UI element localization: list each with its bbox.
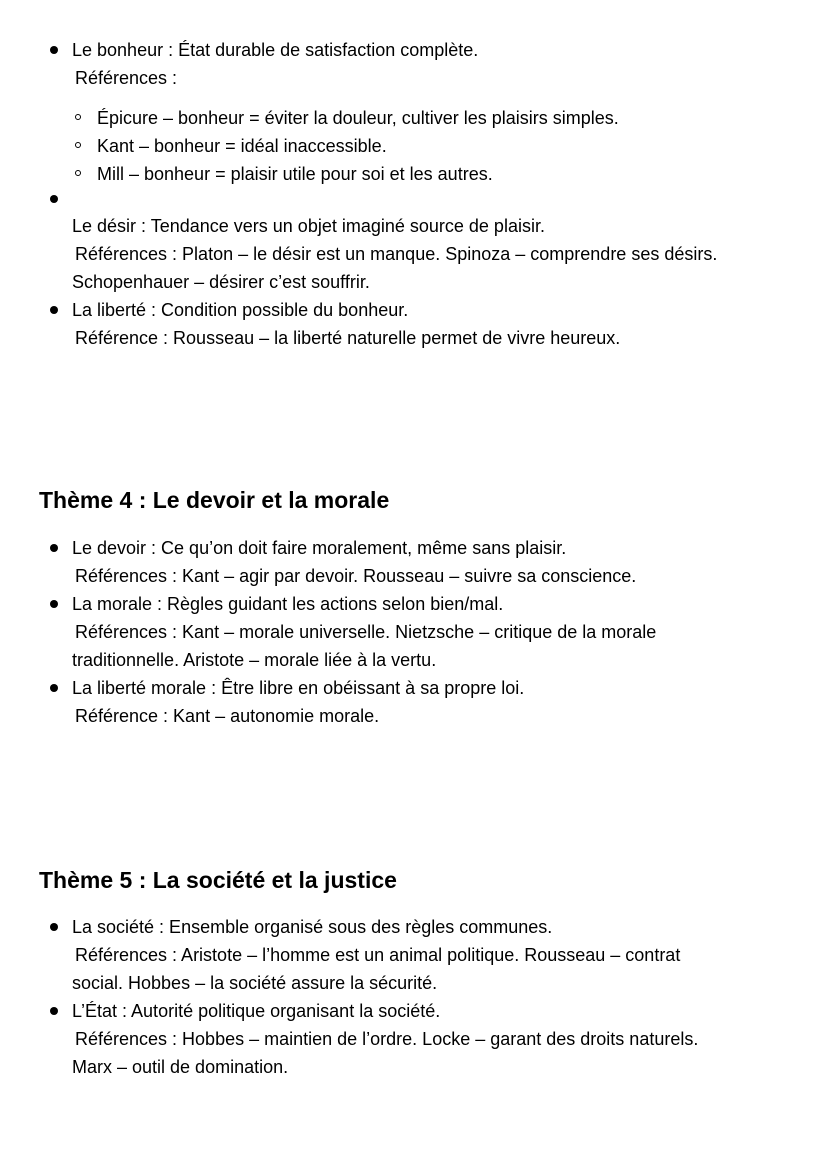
item-references: Référence : Kant – autonomie morale. <box>75 706 380 726</box>
item-definition: L’État : Autorité politique organisant la société. <box>72 1001 441 1021</box>
item-definition: Le bonheur : État durable de satisfaction complète. <box>72 40 479 60</box>
section-theme4-list <box>0 534 828 730</box>
item-references: Référence : Rousseau – la liberté naturelle permet de vivre heureux. <box>75 328 621 348</box>
sub-list-item <box>72 104 828 132</box>
bullet-icon <box>50 306 58 314</box>
list-item <box>0 913 828 997</box>
list-item <box>0 997 828 1081</box>
item-references-continued: traditionnelle. Aristote – morale liée à la vertu. <box>72 650 437 670</box>
item-references: Références : Kant – morale universelle. Nietzsche – critique de la morale <box>75 622 657 642</box>
section-desire <box>0 192 828 352</box>
sub-item-text: Épicure – bonheur = éviter la douleur, cultiver les plaisirs simples. <box>97 108 619 128</box>
circle-bullet-icon <box>75 142 81 148</box>
sub-list-item <box>72 160 828 188</box>
circle-bullet-icon <box>75 170 81 176</box>
list-item <box>0 534 828 590</box>
bullet-icon <box>50 195 58 203</box>
item-definition: La liberté morale : Être libre en obéissant à sa propre loi. <box>72 678 525 698</box>
item-definition: Le désir : Tendance vers un objet imaginé source de plaisir. <box>72 216 545 236</box>
list-item <box>0 296 828 352</box>
sub-item-text: Kant – bonheur = idéal inaccessible. <box>97 136 387 156</box>
item-references-continued: Schopenhauer – désirer c’est souffrir. <box>72 272 370 292</box>
circle-bullet-icon <box>75 114 81 120</box>
item-references: Références : <box>75 68 178 88</box>
section-happiness-list <box>0 36 828 188</box>
item-references: Références : Hobbes – maintien de l’ordre. Locke – garant des droits naturels. <box>75 1029 699 1049</box>
item-definition: La liberté : Condition possible du bonheur. <box>72 300 409 320</box>
item-definition: La morale : Règles guidant les actions selon bien/mal. <box>72 594 504 614</box>
bullet-icon <box>50 46 58 54</box>
item-references: Références : Kant – agir par devoir. Rousseau – suivre sa conscience. <box>75 566 637 586</box>
list-item <box>0 36 828 188</box>
section-heading: Thème 5 : La société et la justice <box>39 867 397 893</box>
item-references: Références : Platon – le désir est un manque. Spinoza – comprendre ses désirs. <box>75 244 718 264</box>
section-heading: Thème 4 : Le devoir et la morale <box>39 487 390 513</box>
item-definition: La société : Ensemble organisé sous des règles communes. <box>72 917 553 937</box>
sub-list <box>72 104 828 188</box>
bullet-icon <box>50 600 58 608</box>
item-references-continued: social. Hobbes – la société assure la sécurité. <box>72 973 438 993</box>
list-item <box>0 674 828 730</box>
item-references: Références : Aristote – l’homme est un animal politique. Rousseau – contrat <box>75 945 681 965</box>
sub-item-text: Mill – bonheur = plaisir utile pour soi et les autres. <box>97 164 493 184</box>
bullet-icon <box>50 923 58 931</box>
bullet-icon <box>50 684 58 692</box>
section-theme5-list <box>0 913 828 1081</box>
sub-list-item <box>72 132 828 160</box>
bullet-icon <box>50 1007 58 1015</box>
item-references-continued: Marx – outil de domination. <box>72 1057 289 1077</box>
list-item <box>0 192 828 296</box>
item-definition: Le devoir : Ce qu’on doit faire moralement, même sans plaisir. <box>72 538 567 558</box>
list-item <box>0 590 828 674</box>
bullet-icon <box>50 544 58 552</box>
